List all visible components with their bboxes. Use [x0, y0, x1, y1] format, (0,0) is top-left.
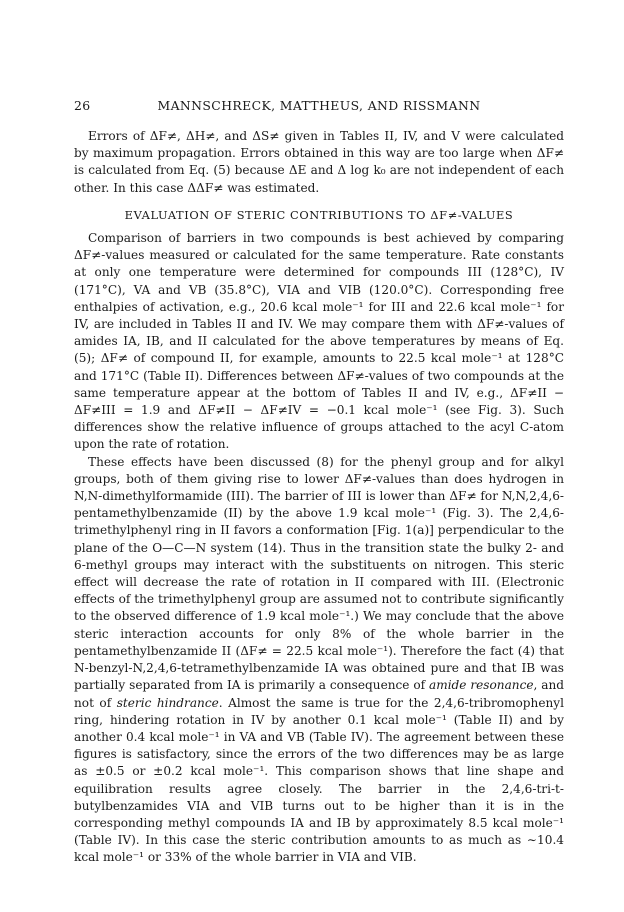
paragraph-effects-part-c: . Almost the same is true for the 2,4,6-tribromophenyl ring, hindering rotation in IV by another 0.1 kcal mole⁻¹ (Table II) and by another 0.4 kcal mole⁻¹ in VA and VB (Table IV). The agreement between these figures is satisfactory, since the errors of the two differences may be as large as ±0.5 or ±0.2 kcal mole⁻¹. This comparison shows that line shape and equilibration results agree closely. The barrier in the 2,4,6-tri-t-butylbenzamides VIA and VIB turns out to be higher than it is in the corresponding methyl compounds IA and IB by approximately 8.5 kcal mole⁻¹ (Table IV). In this case the steric contribution amounts to as much as ∼10.4 kcal mole⁻¹ or 33% of the whole barrier in VIA and VIB.	[74, 695, 564, 865]
emphasis-steric-hindrance: steric hindrance	[116, 695, 219, 710]
section-heading: EVALUATION OF STERIC CONTRIBUTIONS TO ΔF≠-VALUES	[124, 207, 514, 222]
running-title: MANNSCHRECK, MATTHEUS, AND RISSMANN	[157, 98, 481, 113]
paragraph-errors: Errors of ΔF≠, ΔH≠, and ΔS≠ given in Tables II, IV, and V were calculated by maximum propagation. Errors obtained in this way are too large when ΔF≠ is calculated from Eq. (5) because ΔE and Δ log k₀ are not independent of each other. In this case ΔΔF≠ was estimated.	[74, 129, 564, 195]
emphasis-amide-resonance: amide resonance	[429, 678, 534, 693]
page-number: 26	[74, 98, 91, 113]
page-header	[74, 98, 564, 116]
paragraph-effects	[74, 454, 564, 867]
body-text	[74, 128, 564, 867]
paragraph-effects-part-b: , and not of	[74, 678, 565, 710]
paragraph-effects-part-a: These effects have been discussed (8) for the phenyl group and for alkyl groups, both of them giving rise to lower ΔF≠-values than does hydrogen in N,N-dimethylformamide (III). The barrier of III is lower than ΔF≠ for N,N,2,4,6-pentamethylbenzamide (II) by the above 1.9 kcal mole⁻¹ (Fig. 3). The 2,4,6-trimethylphenyl ring in II favors a conformation [Fig. 1(a)] perpendicular to the plane of the O—C—N system (14). Thus in the transition state the bulky 2- and 6-methyl groups may interact with the substituents on nitrogen. This steric effect will decrease the rate of rotation in II compared with III. (Electronic effects of the trimethylphenyl group are assumed not to contribute significantly to the observed difference of 1.9 kcal mole⁻¹.) We may conclude that the above steric interaction accounts for only 8% of the whole barrier in the pentamethylbenzamide II (ΔF≠ = 22.5 kcal mole⁻¹). Therefore the fact (4) that N-benzyl-N,2,4,6-tetramethylbenzamide IA was obtained pure and that IB was partially separated from IA is primarily a consequence of	[74, 454, 564, 693]
paragraph-comparison: Comparison of barriers in two compounds is best achieved by comparing ΔF≠-values measured or calculated for the same temperature. Rate constants at only one temperature were determined for compounds III (128°C), IV (171°C), VA and VB (35.8°C), VIA and VIB (120.0°C). Corresponding free enthalpies of activation, e.g., 20.6 kcal mole⁻¹ for III and 22.6 kcal mole⁻¹ for IV, are included in Tables II and IV. We may compare them with ΔF≠-values of amides IA, IB, and II calculated for the above temperatures by means of Eq. (5); ΔF≠ of compound II, for example, amounts to 22.5 kcal mole⁻¹ at 128°C and 171°C (Table II). Differences between ΔF≠-values of two compounds at the same temperature appear at the bottom of Tables II and IV, e.g., ΔF≠II − ΔF≠III = 1.9 and ΔF≠II − ΔF≠IV = −0.1 kcal mole⁻¹ (see Fig. 3). Such differences show the relative influence of groups attached to the acyl C-atom upon the rate of rotation.	[74, 231, 564, 452]
